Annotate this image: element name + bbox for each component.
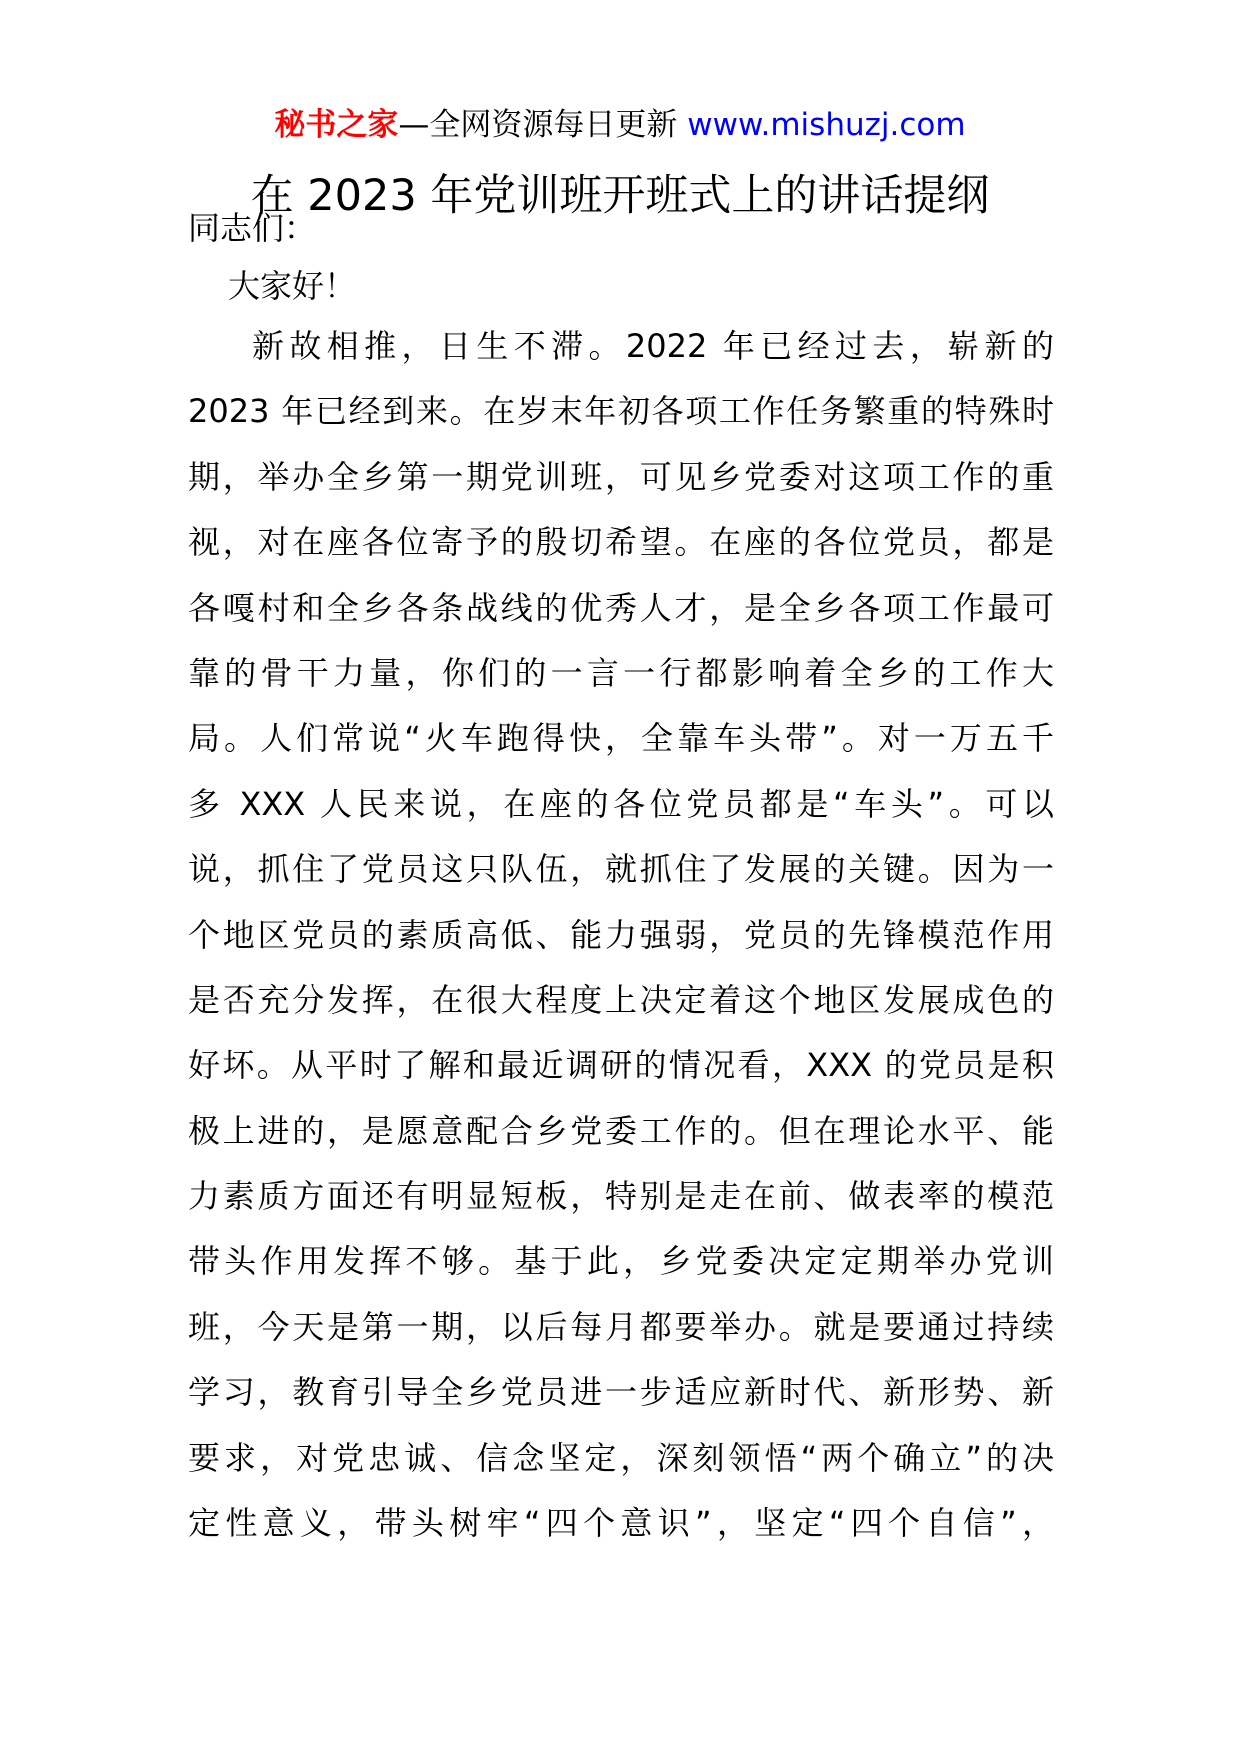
greeting: 大家好！ [228, 267, 357, 305]
paragraph-line: 新故相推，日生不滞。2022 年已经过去，崭新的 [252, 327, 1054, 365]
salutation: 同志们： [188, 209, 317, 247]
paragraph-line: 要求，对党忠诚、信念坚定，深刻领悟“两个确立”的决 [188, 1438, 1054, 1477]
paragraph-line: 班，今天是第一期，以后每月都要举办。就是要通过持续 [188, 1307, 1054, 1346]
paragraph-line: 是否充分发挥，在很大程度上决定着这个地区发展成色的 [188, 980, 1054, 1019]
paragraph-line: 2023 年已经到来。在岁末年初各项工作任务繁重的特殊时 [188, 392, 1054, 431]
header-tagline: —全网资源每日更新 [398, 107, 678, 143]
brand-name: 秘书之家 [274, 107, 399, 143]
paragraph-line: 好坏。从平时了解和最近调研的情况看，XXX 的党员是积 [188, 1046, 1054, 1085]
site-url-link[interactable]: www.mishuzj.com [687, 107, 966, 143]
paragraph-line: 学习，教育引导全乡党员进一步适应新时代、新形势、新 [188, 1373, 1054, 1412]
paragraph-line: 各嘎村和全乡各条战线的优秀人才，是全乡各项工作最可 [188, 588, 1054, 627]
paragraph-line: 局。人们常说“火车跑得快，全靠车头带”。对一万五千 [188, 719, 1054, 758]
body-paragraph [188, 314, 1054, 1556]
paragraph-line: 个地区党员的素质高低、能力强弱，党员的先锋模范作用 [188, 915, 1054, 954]
paragraph-line: 视，对在座各位寄予的殷切希望。在座的各位党员，都是 [188, 523, 1054, 562]
site-header [0, 103, 1240, 147]
paragraph-line: 多 XXX 人民来说，在座的各位党员都是“车头”。可以 [188, 784, 1054, 823]
paragraph-line: 期，举办全乡第一期党训班，可见乡党委对这项工作的重 [188, 457, 1054, 496]
paragraph-line: 靠的骨干力量，你们的一言一行都影响着全乡的工作大 [188, 653, 1054, 692]
document-title: 在 2023 年党训班开班式上的讲话提纲 [250, 171, 990, 221]
paragraph-line: 带头作用发挥不够。基于此，乡党委决定定期举办党训 [188, 1242, 1054, 1281]
paragraph-line: 极上进的，是愿意配合乡党委工作的。但在理论水平、能 [188, 1111, 1054, 1150]
paragraph-line: 力素质方面还有明显短板，特别是走在前、做表率的模范 [188, 1177, 1054, 1216]
paragraph-line: 定性意义，带头树牢“四个意识”，坚定“四个自信”， [188, 1504, 1054, 1543]
paragraph-line: 说，抓住了党员这只队伍，就抓住了发展的关键。因为一 [188, 850, 1054, 889]
